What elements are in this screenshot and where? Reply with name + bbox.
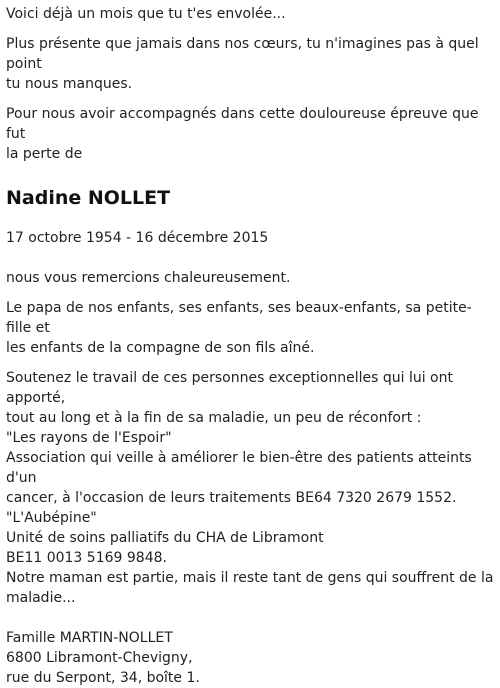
signature: Famille MARTIN-NOLLET 6800 Libramont-Chevigny, rue du Serpont, 34, boîte 1. — [6, 630, 200, 686]
thanks-text: nous vous remercions chaleureusement. — [6, 270, 291, 286]
family-text: Le papa de nos enfants, ses enfants, ses beaux-enfants, sa petite-fille et les enfants de la compagne de son fils aîné. — [6, 300, 472, 356]
intro-line-2: Plus présente que jamais dans nos cœurs, tu n'imagines pas à quel point tu nous manques. — [6, 36, 479, 92]
deceased-dates: 17 octobre 1954 - 16 décembre 2015 — [6, 230, 269, 246]
intro-line-1: Voici déjà un mois que tu t'es envolée... — [6, 6, 286, 22]
support-text: Soutenez le travail de ces personnes exceptionnelles qui lui ont apporté, tout au long et à la fin de sa maladie, un peu de réconfort : "Les rayons de l'Espoir" Association qui veille à améliorer le bien-être des patients atteints d'un cancer, à l'occasion de leurs traitements BE64 7320 2679 1552. "L'Aubépine" Unité de soins palliatifs du CHA de Libramont BE11 0013 5169 9848. Notre maman est partie, mais il reste tant de gens qui souffrent de la maladie... — [6, 370, 494, 606]
deceased-name: Nadine NOLLET — [6, 187, 171, 209]
intro-line-3: Pour nous avoir accompagnés dans cette douloureuse épreuve que fut la perte de — [6, 106, 479, 162]
